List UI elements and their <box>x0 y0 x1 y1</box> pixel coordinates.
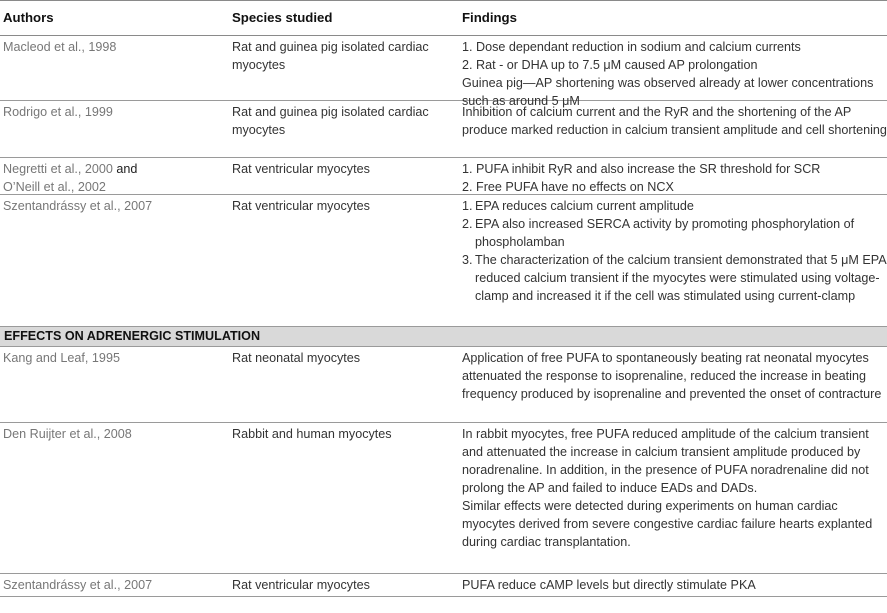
findings-cell <box>456 574 887 596</box>
finding-line: Application of free PUFA to spontaneously beating rat neonatal myocytes attenuated the response to isoprenaline, reduced the increase in beating frequency produced by isoprenaline and prevented the onset of contracture <box>462 351 882 401</box>
author-cell: Szentandrássy et al., 2007 <box>3 578 153 592</box>
species-cell: Rat ventricular myocytes <box>232 199 370 213</box>
finding-line: Similar effects were detected during experiments on human cardiac myocytes derived from severe congestive cardiac failure hearts explanted during cardiac transplantation. <box>462 499 873 549</box>
author-conjunction: and <box>112 162 138 176</box>
finding-line: 2. Rat - or DHA up to 7.5 μM caused AP prolongation <box>462 58 758 72</box>
author-link: O’Neill et al., 2002 <box>3 180 106 194</box>
table-row <box>0 574 887 597</box>
finding-line: PUFA reduce cAMP levels but directly stimulate PKA <box>462 578 756 592</box>
author-cell: Rodrigo et al., 1999 <box>3 105 113 119</box>
finding-item: 3. The characterization of the calcium transient demonstrated that 5 μM EPA reduced calcium transient if the myocytes were stimulated using voltage-clamp and increased it if the cell was stimulated using current-clamp <box>462 253 886 303</box>
section-heading: EFFECTS ON ADRENERGIC STIMULATION <box>0 327 887 347</box>
findings-cell <box>456 347 887 422</box>
table-row <box>0 158 887 195</box>
findings-cell <box>456 101 887 157</box>
finding-line: Inhibition of calcium current and the RyR and the shortening of the AP produce marked reduction in calcium transient amplitude and cell shortening <box>462 105 887 137</box>
finding-line: 2. Free PUFA have no effects on NCX <box>462 180 674 194</box>
finding-line: 1. PUFA inhibit RyR and also increase the SR threshold for SCR <box>462 162 821 176</box>
table-row <box>0 36 887 108</box>
findings-cell <box>456 36 887 108</box>
author-cell: Szentandrássy et al., 2007 <box>3 199 153 213</box>
header-findings: Findings <box>462 10 517 25</box>
finding-item: 1. EPA reduces calcium current amplitude <box>462 199 694 213</box>
species-cell: Rat and guinea pig isolated cardiac myocytes <box>232 105 429 137</box>
author-cell: Den Ruijter et al., 2008 <box>3 427 132 441</box>
finding-line: 1. Dose dependant reduction in sodium and calcium currents <box>462 40 801 54</box>
species-cell: Rabbit and human myocytes <box>232 427 392 441</box>
species-cell: Rat ventricular myocytes <box>232 578 370 592</box>
table-row <box>0 423 887 574</box>
findings-cell <box>456 195 887 326</box>
table-row <box>0 195 887 327</box>
header-authors: Authors <box>3 10 54 25</box>
table-row <box>0 347 887 423</box>
species-cell: Rat ventricular myocytes <box>232 162 370 176</box>
header-species: Species studied <box>232 10 333 25</box>
species-cell: Rat neonatal myocytes <box>232 351 361 365</box>
findings-cell <box>456 423 887 573</box>
author-link: Negretti et al., 2000 <box>3 162 113 176</box>
findings-cell <box>456 158 887 194</box>
finding-item: 2. EPA also increased SERCA activity by promoting phosphorylation of phospholamban <box>462 217 855 249</box>
finding-line: Guinea pig—AP shortening was observed already at lower concentrations such as around 5 μM <box>462 76 874 108</box>
species-cell: Rat and guinea pig isolated cardiac myocytes <box>232 40 429 72</box>
table-header <box>0 0 887 36</box>
author-cell: Kang and Leaf, 1995 <box>3 351 120 365</box>
author-cell: Macleod et al., 1998 <box>3 40 117 54</box>
table-row <box>0 101 887 158</box>
finding-line: In rabbit myocytes, free PUFA reduced amplitude of the calcium transient and attenuated the increase in calcium transient amplitude produced by noradrenaline. In addition, in the presence of PUFA noradrenaline did not prolong the AP and failed to induce EADs and DADs. <box>462 427 869 495</box>
author-cell <box>0 158 228 194</box>
